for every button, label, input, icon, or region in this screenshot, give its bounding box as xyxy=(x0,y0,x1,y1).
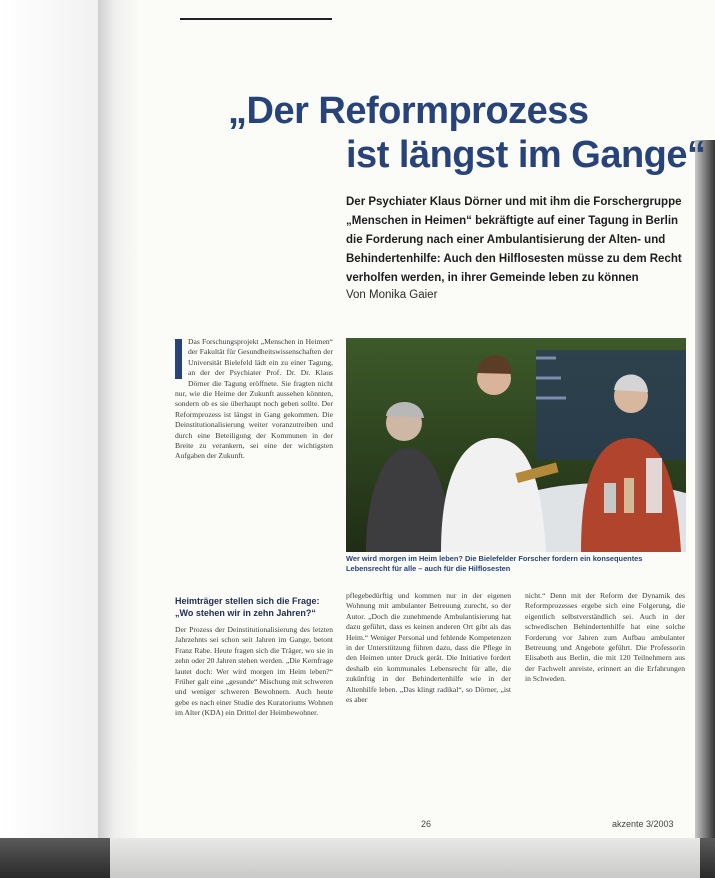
subheading: Heimträger stellen sich die Frage: „Wo stehen wir in zehn Jahren?“ xyxy=(175,596,320,618)
right-page-edge xyxy=(695,140,715,840)
gutter-shadow xyxy=(98,0,140,878)
page-number: 26 xyxy=(421,819,432,829)
intro-text: Das Forschungsprojekt „Menschen in Heimen“ der Fakultät für Gesundheitswissenschaften der Universität Bielefeld lädt ein zu einer Tagung, an der der Psychiater Prof. Dr. Dr. Klaus Dörner die Tagung eröffnete. Sie fragten nicht nur, wie die Heime der Zukunft aussehen könnten, sondern ob es sie überhaupt noch geben sollte. Der Reformprozess ist längst in Gang gekommen. Die Deinstitutionalisierung weiter voranzutreiben und durch eine Beteiligung der Kommunen in der Breite zu verankern, sei eine der wichtigsten Aufgaben der Zukunft. xyxy=(175,337,333,461)
headline-line-1: „Der Reformprozess xyxy=(228,90,589,132)
body-column-2: pflegebedürftig und kommen nur in der eigenen Wohnung mit ambulanter Betreuung zurecht, so der Autor. „Doch die zunehmende Ambulantisierung hat dazu geführt, dass es keinen anderen Ort gibt als das Heim.“ Weniger Personal und fehlende Kompetenzen in der Unterstützung führen dazu, dass die Pflege in den Heimen unter Druck gerät. Die Initiative fordert deshalb ein kommunales Lebensrecht für alle, die zukünftig in der Behindertenhilfe wie in der Altenhilfe leben. „Das klingt radikal“, so Dörner, „ist es aber xyxy=(346,591,511,705)
left-page-edge xyxy=(0,0,98,878)
byline: Von Monika Gaier xyxy=(346,289,438,301)
body-column-3: nicht.“ Denn mit der Reform der Dynamik des Reformprozesses ergebe sich eine Folgerung, die eigentlich selbstverständlich sei. Auch in der schwedischen Behindertenhilfe hat eine solche Forderung vor Jahren zum Aufbau ambulanter Betreuung und Angebote geführt. Die Professorin Elisabeth aus Berlin, die mit 120 Teilnehmern aus der Fachwelt anreiste, erinnert an die Erfahrungen in Schweden. xyxy=(525,591,685,684)
teaser: Der Psychiater Klaus Dörner und mit ihm die Forschergruppe „Menschen in Heimen“ bekräftigte auf einer Tagung in Berlin die Forderung nach einer Ambulantisierung der Alten- und Behindertenhilfe: Auch den Hilflosesten müsse zu dem Recht verholfen werden, in ihrer Gemeinde leben zu können xyxy=(346,196,682,284)
page-bottom-strip xyxy=(110,838,700,878)
magazine-issue: akzente 3/2003 xyxy=(612,819,674,829)
body-column-1-intro xyxy=(175,337,333,462)
photo-illustration xyxy=(346,338,686,552)
article-photo xyxy=(346,338,686,552)
top-rule xyxy=(180,18,332,20)
drop-cap-bar xyxy=(175,339,182,379)
headline-line-2: ist längst im Gange“ xyxy=(346,134,706,176)
body-column-1: Der Prozess der Deinstitutionalisierung des letzten Jahrzehnts sei schon seit Jahren im Gange, betont Franz Rabe. Heute fragen sich die Träger, wo sie in zehn oder 20 Jahren stehen werden. „Die Kernfrage lautet doch: Wer wird morgen im Heim leben?“ Früher galt eine „gesunde“ Mischung mit schweren und weniger schweren Bewohnern. Auch heute gebe es nach einer Studie des Kuratoriums Wohnen im Alter (KDA) ein Drittel der Heimbewohner. xyxy=(175,625,333,718)
bottom-edge xyxy=(0,838,715,878)
photo-caption: Wer wird morgen im Heim leben? Die Bielefelder Forscher fordern ein konsequentes Lebensrecht für alle – auch für die Hilflosesten xyxy=(346,554,643,573)
